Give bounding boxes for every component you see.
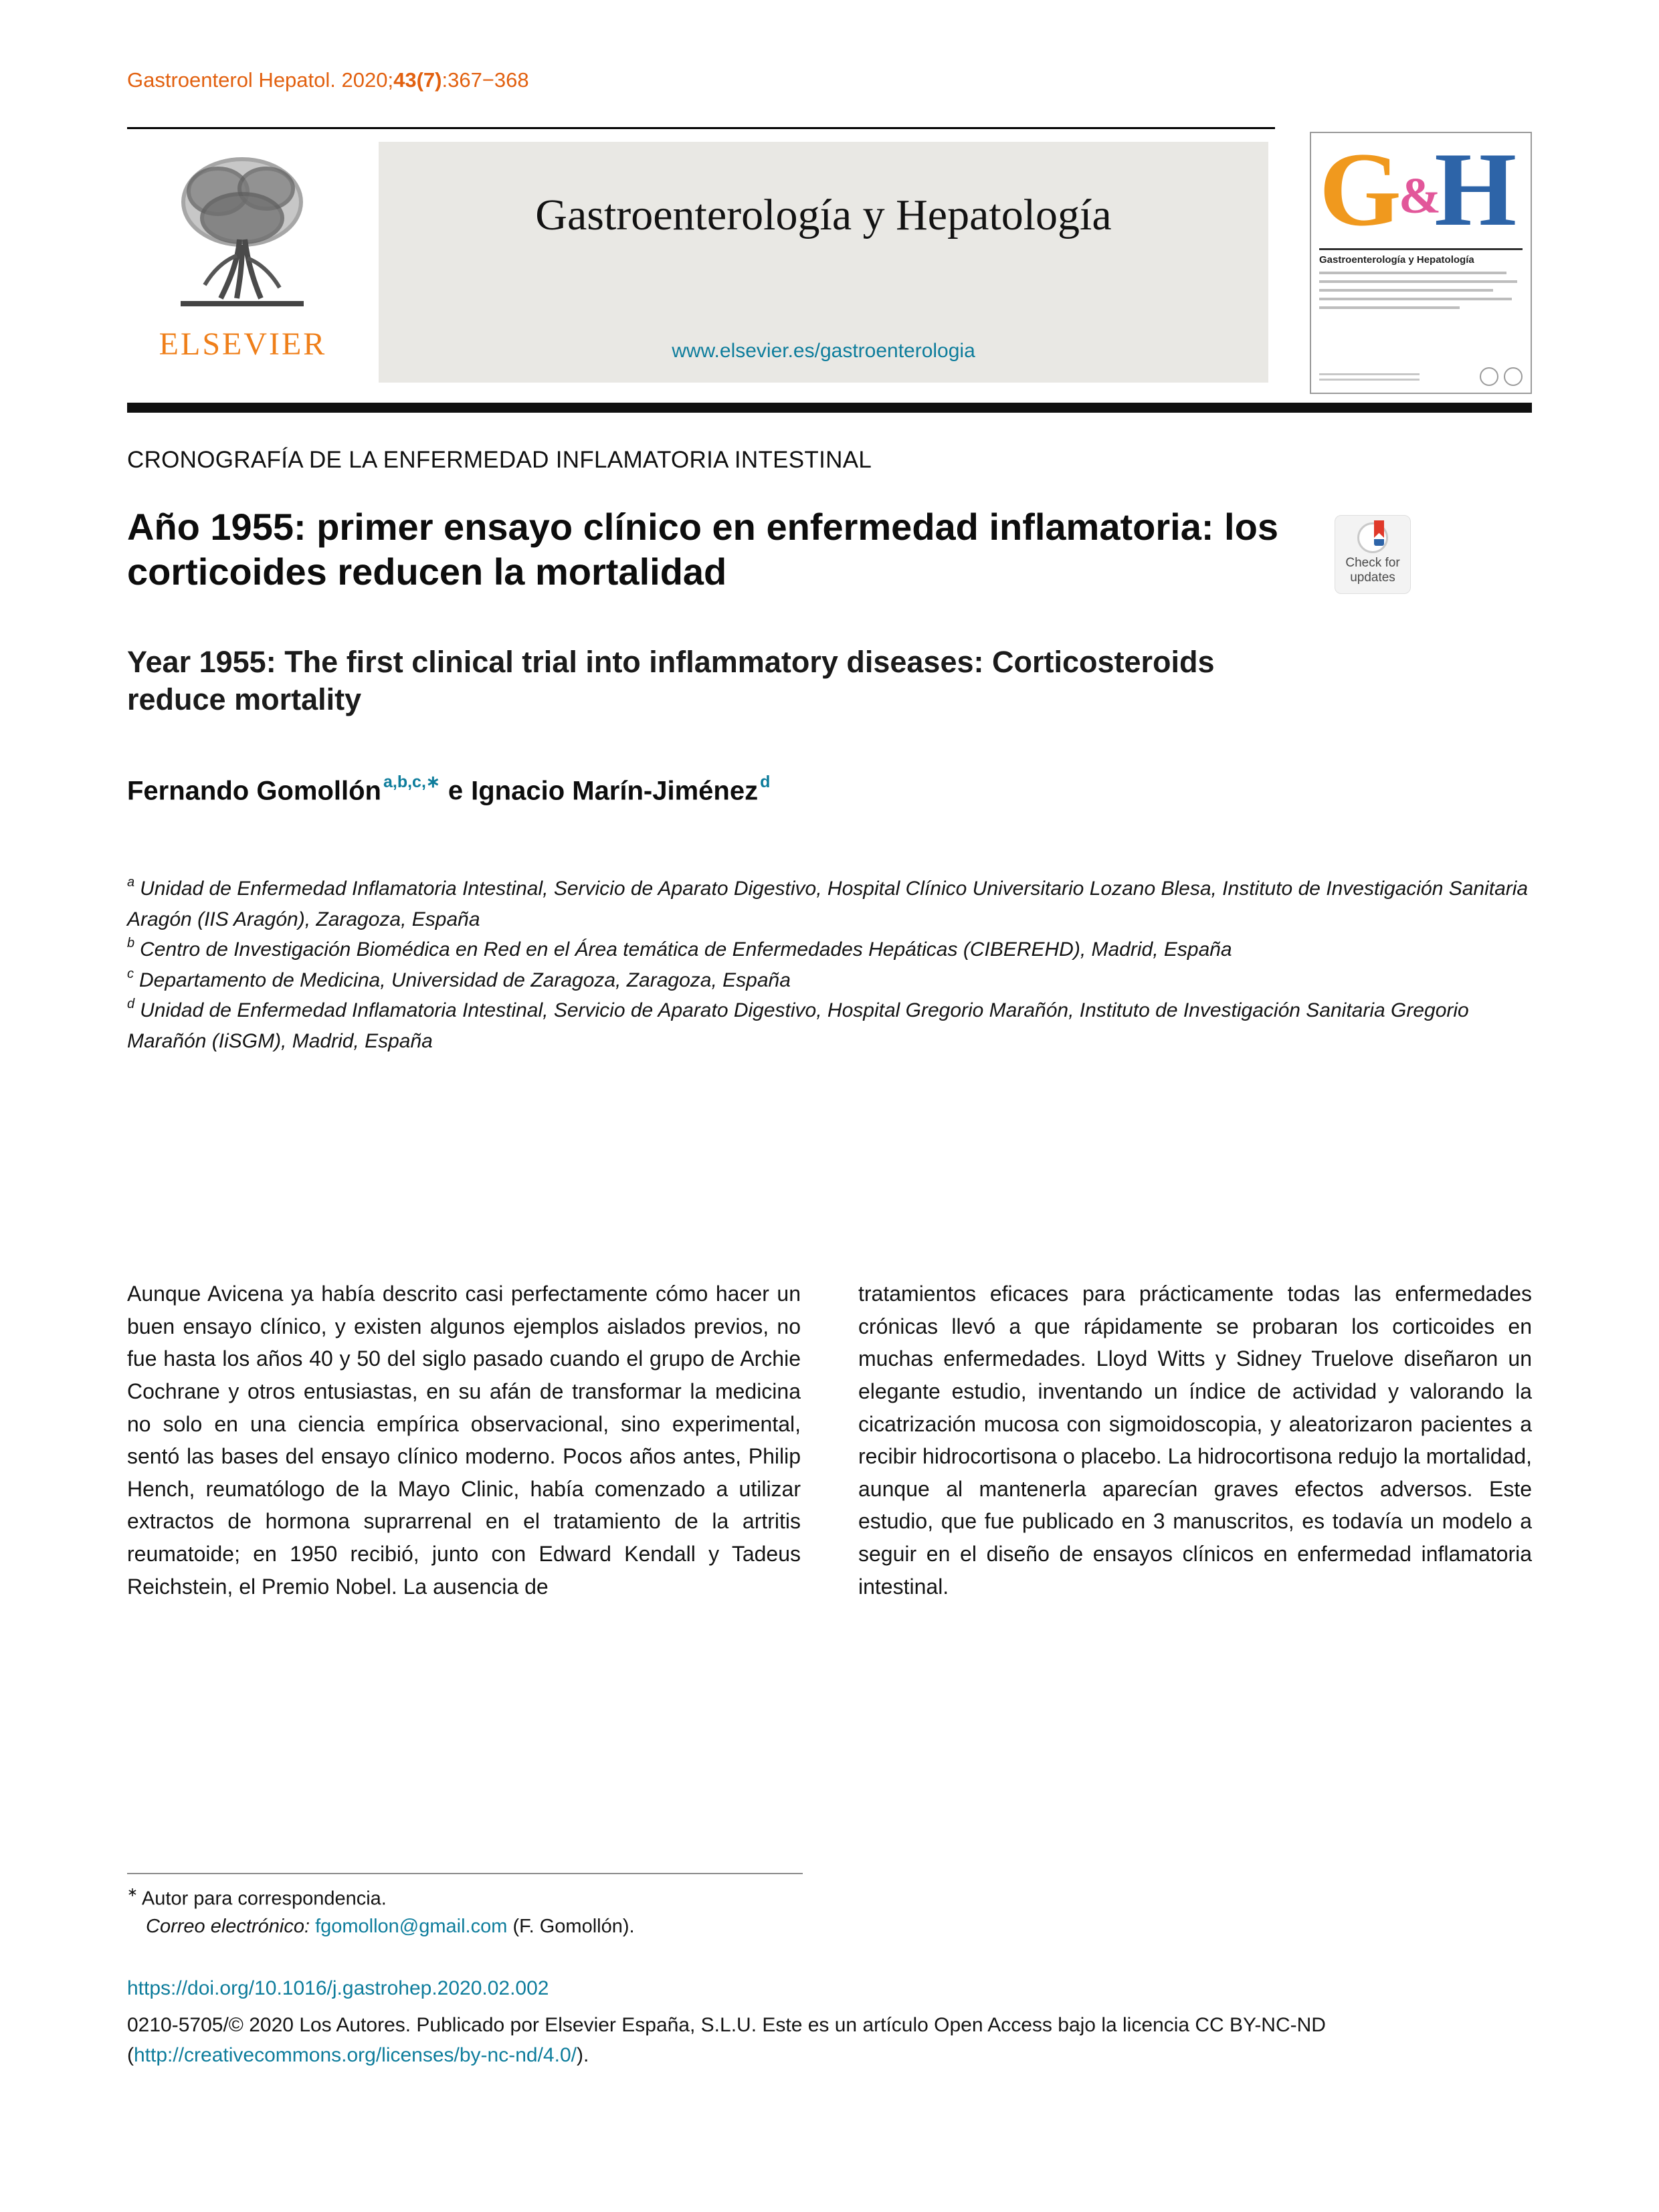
cover-text-line [1319,289,1493,292]
email-suffix: (F. Gomollón). [512,1915,635,1937]
email-label: Correo electrónico: [146,1915,310,1937]
check-for-updates-badge[interactable] [1335,515,1411,594]
footnote-line [127,1886,803,1910]
copyright-text: 0210-5705/© 2020 Los Autores. Publicado por Elsevier España, S.L.U. Este es un artículo Open Access bajo la licencia CC BY-NC-ND ( [127,2014,1326,2066]
author-email-link[interactable]: fgomollon@gmail.com [315,1915,508,1937]
footnote-text: Autor para correspondencia. [141,1888,387,1910]
publisher-logo-block [127,146,359,393]
cover-letter-h: H [1434,131,1517,248]
journal-masthead [379,142,1268,383]
cover-footer-text [1319,370,1474,384]
check-badge-line2: updates [1350,571,1395,585]
affiliation-item [127,874,1532,934]
journal-header [127,131,1532,396]
article-footer [127,1973,1532,2070]
affiliations-list [127,874,1532,1057]
journal-citation [127,68,529,92]
affiliation-item [127,995,1532,1056]
footnote-email-line [146,1916,803,1938]
section-heading: CRONOGRAFÍA DE LA ENFERMEDAD INFLAMATORIA INTESTINAL [127,447,872,473]
author-name: Ignacio Marín-Jiménez [471,776,759,806]
header-divider-bar [127,403,1532,413]
affiliation-text: Centro de Investigación Biomédica en Red en el Área temática de Enfermedades Hepáticas (CIBEREHD), Madrid, España [140,938,1232,961]
cover-footer [1319,367,1523,386]
cover-text-line [1319,373,1420,375]
body-column-left: Aunque Avicena ya había descrito casi perfectamente cómo hacer un buen ensayo clínico, y existen algunos ejemplos aislados previos, no fue hasta los años 40 y 50 del siglo pasado cuando el grupo de Archie Cochrane y otros entusiastas, en su afán de transformar la medicina no solo en una ciencia empírica observacional, sino experimental, sentó las bases del ensayo clínico moderno. Pocos años antes, Philip Hench, reumatólogo de la Mayo Clinic, había comenzado a utilizar extractos de hormona suprarrenal en el tratamiento de la artritis reumatoide; en 1950 recibió, junto con Edward Kendall y Tadeus Reichstein, el Premio Nobel. La ausencia de [127,1282,801,1599]
check-badge-line1: Check for [1345,556,1400,570]
article-title-en: Year 1955: The first clinical trial into inflammatory diseases: Corticosteroids reduce mortality [127,645,1215,716]
cover-text-line [1319,280,1517,283]
affiliation-label: c [127,966,134,981]
correspondence-footnote [127,1873,803,1938]
cover-text-line [1319,379,1420,381]
copyright-line [127,2010,1532,2070]
copyright-text-end: ). [576,2044,589,2066]
bookmark-base-icon [1374,539,1384,546]
affiliation-item [127,934,1532,965]
affiliation-label: b [127,936,135,951]
author-name: Fernando Gomollón [127,776,381,806]
publisher-wordmark: ELSEVIER [159,326,327,362]
journal-title: Gastroenterología y Hepatología [535,191,1112,239]
cover-letter-g: G [1319,131,1401,248]
authors-line [127,775,770,806]
elsevier-tree-logo [159,146,326,321]
crossmark-icon [1357,522,1388,553]
header-rule [127,127,1275,129]
affiliation-label: d [127,997,135,1012]
author-affiliation-sup: a,b,c,∗ [383,773,440,791]
affiliation-text: Departamento de Medicina, Universidad de Zaragoza, Zaragoza, España [139,969,791,991]
author-connector: e [448,776,464,806]
citation-volume: 43(7) [393,68,442,92]
author-affiliation-sup: d [760,773,771,791]
doi-link[interactable]: https://doi.org/10.1016/j.gastrohep.2020.02.002 [127,1977,549,1999]
footnote-rule [127,1873,803,1874]
cover-rule [1319,248,1523,250]
cover-text-line [1319,272,1506,274]
cover-text-line [1319,298,1512,300]
cover-journal-title: Gastroenterología y Hepatología [1319,254,1474,266]
cover-gh-logo [1311,131,1531,248]
citation-pages: :367−368 [442,68,529,92]
bookmark-icon [1374,520,1384,538]
affiliation-item [127,965,1532,996]
citation-prefix: Gastroenterol Hepatol. 2020; [127,68,394,92]
article-body [127,1278,1532,1603]
affiliation-text: Unidad de Enfermedad Inflamatoria Intestinal, Servicio de Aparato Digestivo, Hospital Clínico Universitario Lozano Blesa, Instituto de Investigación Sanitaria Aragón (IIS Aragón), Zaragoza, España [127,878,1529,930]
cover-society-seal-icon [1480,367,1498,386]
footnote-marker: ∗ [127,1886,138,1900]
license-link[interactable]: http://creativecommons.org/licenses/by-nc-nd/4.0/ [134,2044,577,2066]
journal-cover-thumbnail [1310,132,1532,394]
cover-text-line [1319,306,1460,309]
body-column-right: tratamientos eficaces para prácticamente todas las enfermedades crónicas llevó a que rápidamente se probaran los corticoides en muchas enfermedades. Lloyd Witts y Sidney Truelove diseñaron un elegante estudio, inventando un índice de actividad y valorando la cicatrización mucosa con sigmoidoscopia, y aleatorizaron pacientes a recibir hidrocortisona o placebo. La hidrocortisona redujo la mortalidad, aunque al mantenerla aparecían graves efectos adversos. Este estudio, que fue publicado en 3 manuscritos, es todavía un modelo a seguir en el diseño de ensayos clínicos en enfermedad inflamatoria intestinal. [858,1282,1532,1599]
cover-letter-amp: & [1398,168,1442,224]
article-title-es: Año 1955: primer ensayo clínico en enfermedad inflamatoria: los corticoides reducen la mortalidad [127,506,1278,593]
journal-url-link[interactable]: www.elsevier.es/gastroenterologia [672,340,975,362]
affiliation-text: Unidad de Enfermedad Inflamatoria Intestinal, Servicio de Aparato Digestivo, Hospital Gregorio Marañón, Instituto de Investigación Sanitaria Gregorio Marañón (IiSGM), Madrid, España [127,999,1469,1052]
cover-society-seal-icon [1504,367,1523,386]
affiliation-label: a [127,875,135,890]
